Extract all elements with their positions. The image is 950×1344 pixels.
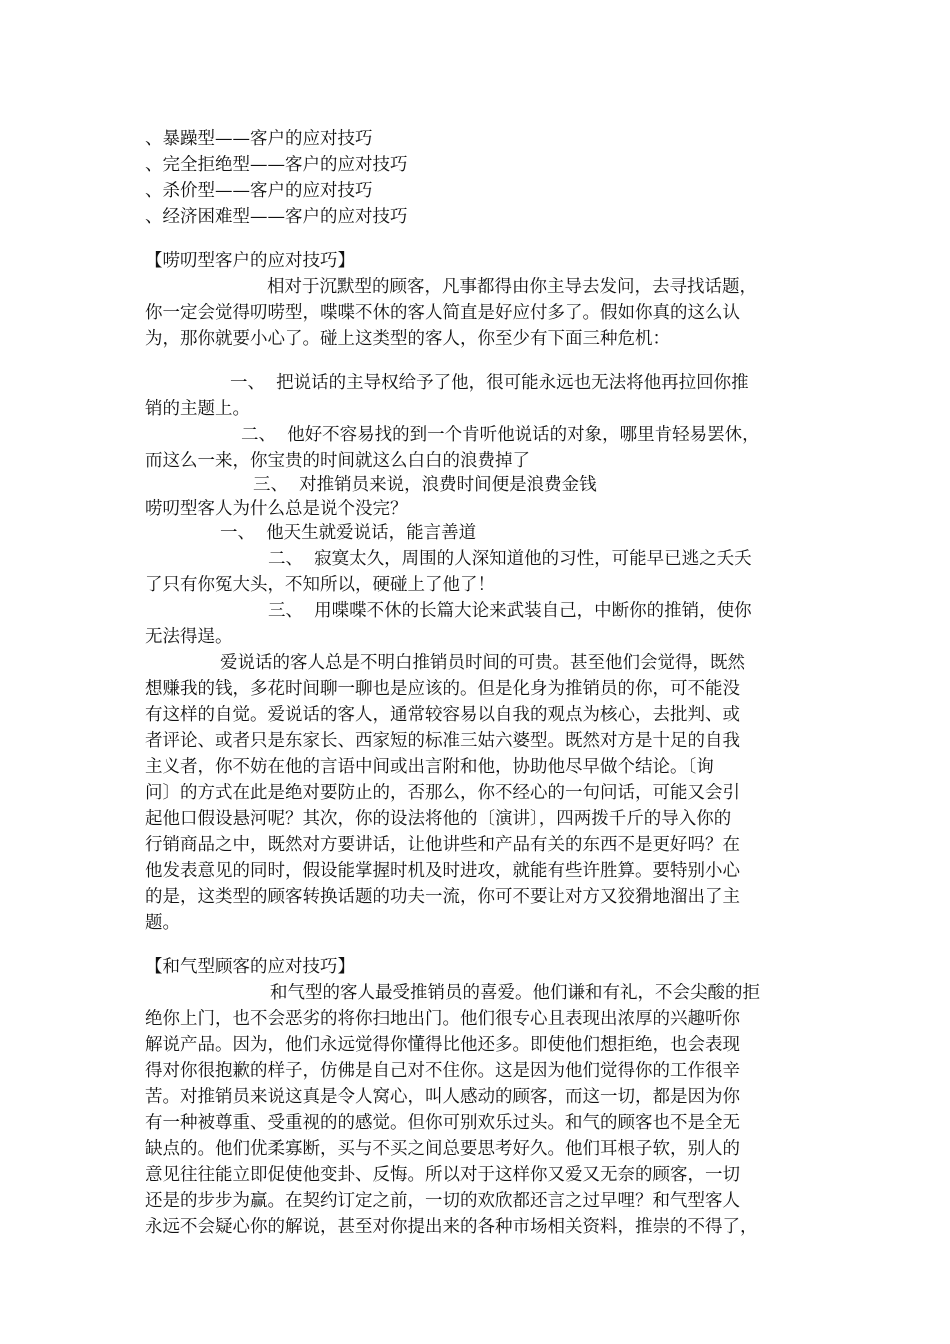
paragraph-line: 爱说话的客人总是不明白推销员时间的可贵。甚至他们会觉得，既然	[220, 653, 745, 673]
paragraph-line: 问〕的方式在此是绝对要防止的，否那么，你不经心的一句问话，可能又会引	[145, 783, 740, 803]
paragraph-line: 绝你上门，也不会恶劣的将你扫地出门。他们很专心且表现出浓厚的兴趣听你	[145, 1009, 740, 1029]
paragraph-line: 解说产品。因为，他们永远觉得你懂得比他还多。即使他们想拒绝，也会表现	[145, 1035, 740, 1055]
paragraph-line: 意见往往能立即促使他变卦、反悔。所以对于这样你又爱又无奈的顾客，一切	[145, 1165, 740, 1185]
paragraph-line: 缺点的。他们优柔寡断，买与不买之间总要思考好久。他们耳根子软，别人的	[145, 1139, 740, 1159]
paragraph-line: 有这样的自觉。爱说话的客人，通常较容易以自我的观点为核心，去批判、或	[145, 705, 740, 725]
paragraph-line: 想赚我的钱，多花时间聊一聊也是应该的。但是化身为推销员的你，可不能没	[145, 679, 740, 699]
toc-item: 、经济困难型——客户的应对技巧	[145, 207, 408, 227]
list-item: 一、 他天生就爱说话，能言善道	[220, 523, 477, 543]
paragraph-line: 为，那你就要小心了。碰上这类型的客人，你至少有下面三种危机：	[145, 329, 670, 349]
paragraph-line: 他发表意见的同时，假设能掌握时机及时进攻，就能有些许胜算。要特别小心	[145, 861, 740, 881]
list-item-continuation: 了只有你冤大头，不知所以，硬碰上了他了！	[145, 575, 495, 595]
toc-item: 、暴躁型——客户的应对技巧	[145, 129, 373, 149]
question-line: 唠叨型客人为什么总是说个没完？	[145, 499, 408, 519]
toc-item: 、完全拒绝型——客户的应对技巧	[145, 155, 408, 175]
list-item-continuation: 而这么一来，你宝贵的时间就这么白白的浪费掉了	[145, 451, 530, 471]
paragraph-line: 者评论、或者只是东家长、西家短的标准三姑六婆型。既然对方是十足的自我	[145, 731, 740, 751]
paragraph-line: 你一定会觉得叨唠型，喋喋不休的客人简直是好应付多了。假如你真的这么认	[145, 303, 740, 323]
section-heading: 【唠叨型客户的应对技巧】	[145, 251, 355, 271]
list-item: 三、 对推销员来说，浪费时间便是浪费金钱	[253, 475, 597, 495]
list-item: 二、 他好不容易找的到一个肯听他说话的对象，哪里肯轻易罢休，	[241, 425, 760, 445]
paragraph-line: 得对你很抱歉的样子，仿佛是自己对不住你。这是因为他们觉得你的工作很辛	[145, 1061, 740, 1081]
paragraph-line: 和气型的客人最受推销员的喜爱。他们谦和有礼，不会尖酸的拒	[270, 983, 760, 1003]
section-heading: 【和气型顾客的应对技巧】	[145, 957, 355, 977]
paragraph-line: 行销商品之中，既然对方要讲话，让他讲些和产品有关的东西不是更好吗？在	[145, 835, 740, 855]
paragraph-line: 永远不会疑心你的解说，甚至对你提出来的各种市场相关资料，推崇的不得了，	[145, 1217, 758, 1237]
paragraph-line: 有一种被尊重、受重视的的感觉。但你可别欢乐过头。和气的顾客也不是全无	[145, 1113, 740, 1133]
toc-item: 、杀价型——客户的应对技巧	[145, 181, 373, 201]
paragraph-line: 相对于沉默型的顾客，凡事都得由你主导去发问，去寻找话题，	[267, 277, 757, 297]
paragraph-line: 的是，这类型的顾客转换话题的功夫一流，你可不要让对方又狡猾地溜出了主	[145, 887, 740, 907]
list-item: 一、 把说话的主导权给予了他，很可能永远也无法将他再拉回你推	[230, 373, 749, 393]
paragraph-line: 苦。对推销员来说这真是令人窝心，叫人感动的顾客，而这一切，都是因为你	[145, 1087, 740, 1107]
paragraph-line: 起他口假设悬河呢？其次，你的设法将他的〔演讲〕，四两拨千斤的导入你的	[145, 809, 732, 829]
list-item-continuation: 无法得逞。	[145, 627, 233, 647]
paragraph-line: 主义者，你不妨在他的言语中间或出言附和他，协助他尽早做个结论。〔询	[145, 757, 714, 777]
paragraph-line: 还是的步步为赢。在契约订定之前，一切的欢欣都还言之过早哩？和气型客人	[145, 1191, 740, 1211]
paragraph-line: 题。	[145, 913, 180, 933]
list-item: 二、 寂寞太久，周围的人深知道他的习性，可能早已逃之夭夭	[268, 549, 752, 569]
list-item-continuation: 销的主题上。	[145, 399, 250, 419]
list-item: 三、 用喋喋不休的长篇大论来武装自己，中断你的推销，使你	[268, 601, 752, 621]
